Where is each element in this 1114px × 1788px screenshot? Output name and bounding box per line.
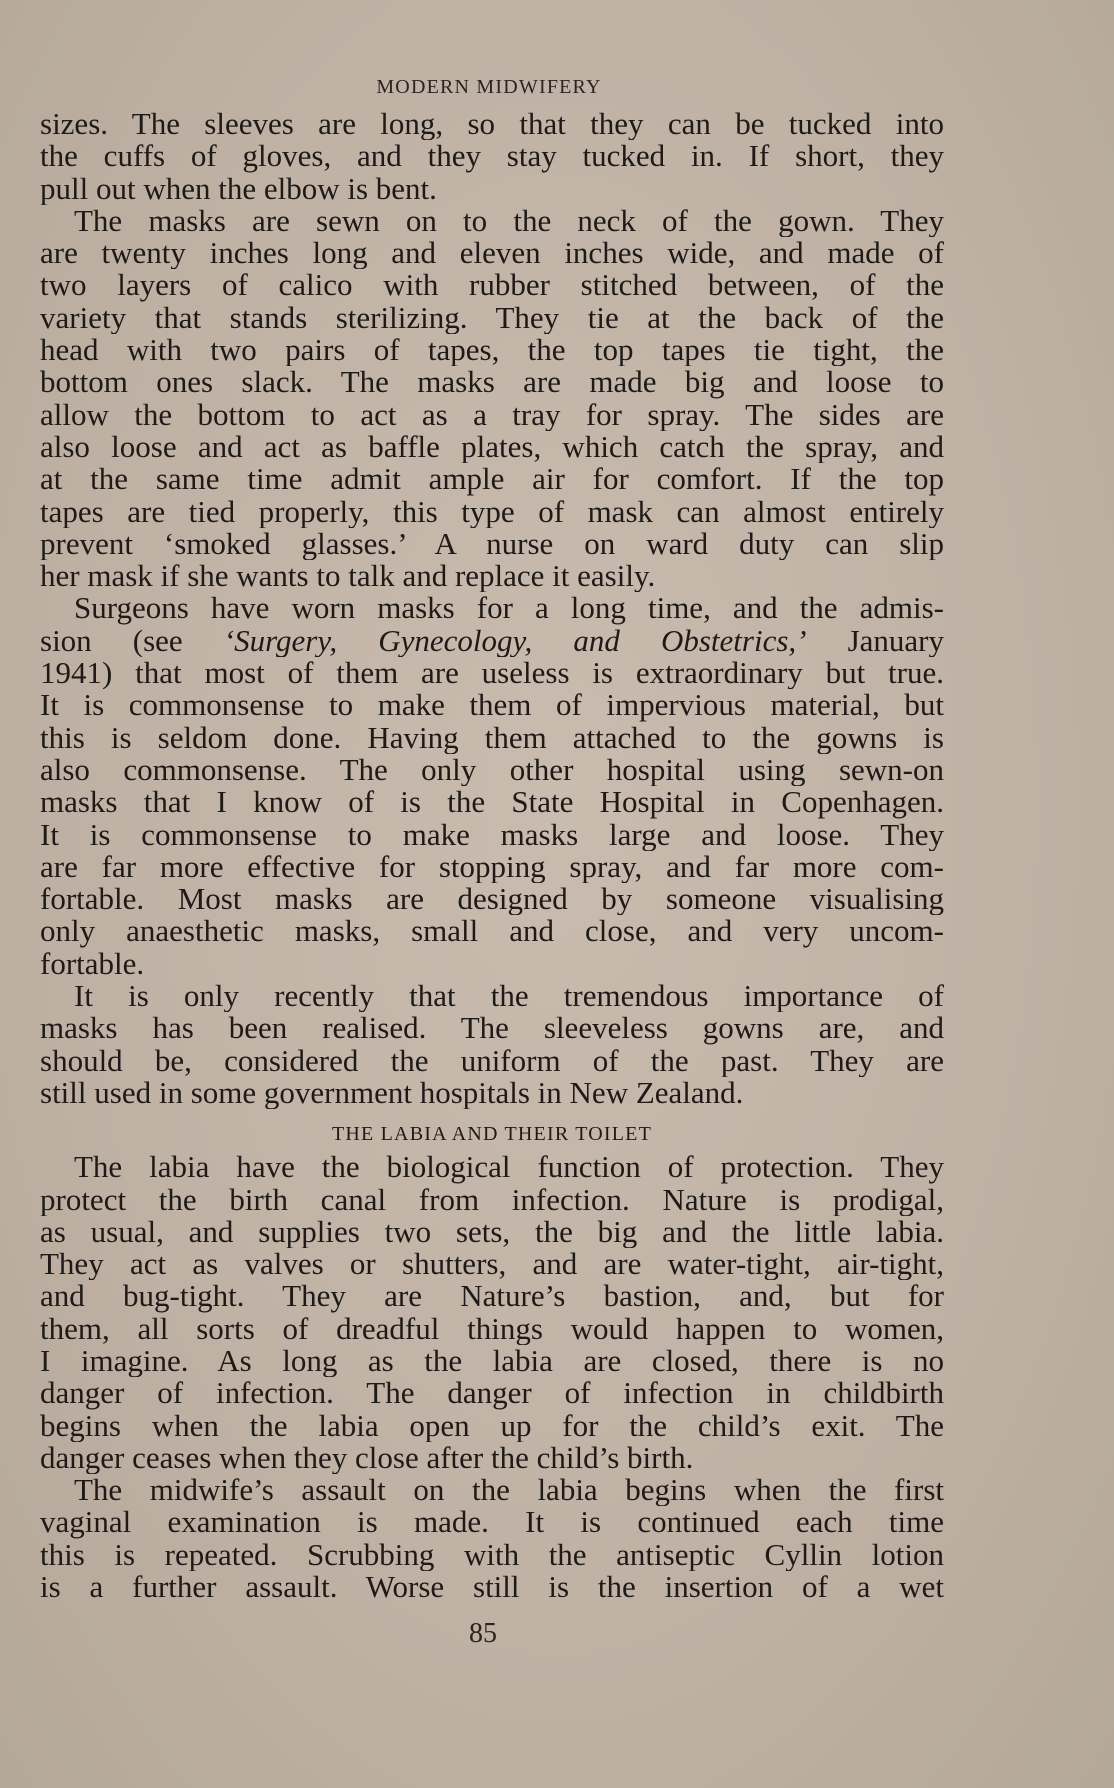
text-fragment: January: [806, 624, 944, 658]
text-line: The midwife’s assault on the labia begins when the first: [74, 1474, 944, 1507]
text-line: also loose and act as baffle plates, which catch the spray, and: [40, 430, 944, 464]
text-line: are twenty inches long and eleven inches wide, and made of: [40, 237, 944, 270]
text-line: prevent ‘smoked glasses.’ A nurse on ward duty can slip: [40, 527, 944, 561]
text-line: Surgeons have worn masks for a long time, and the admis-: [74, 592, 944, 625]
text-line: fortable.: [40, 947, 145, 981]
text-line: protect the birth canal from infection. Nature is prodigal,: [40, 1183, 944, 1216]
text-line: It is commonsense to make masks large and loose. They: [40, 818, 944, 851]
text-line: It is commonsense to make them of impervious material, but: [40, 689, 944, 722]
text-line: two layers of calico with rubber stitched between, of the: [40, 269, 944, 302]
text-line: The labia have the biological function of protection. They: [74, 1151, 944, 1184]
text-line: fortable. Most masks are designed by someone visualising: [40, 883, 944, 916]
page-number: 85: [469, 1618, 497, 1649]
text-line: danger ceases when they close after the child’s birth.: [40, 1441, 694, 1475]
text-line: and bug-tight. They are Nature’s bastion, and, but for: [40, 1280, 944, 1313]
text-line: at the same time admit ample air for comfort. If the top: [40, 463, 944, 496]
body-text: [40, 108, 944, 1603]
text-line: also commonsense. The only other hospital using sewn-on: [40, 753, 944, 787]
text-line: They act as valves or shutters, and are water-tight, air-tight,: [40, 1248, 944, 1281]
text-line: this is seldom done. Having them attached to the gowns is: [40, 721, 944, 754]
text-line: variety that stands sterilizing. They tie at the back of the: [40, 301, 944, 335]
text-line: allow the bottom to act as a tray for spray. The sides are: [40, 398, 944, 431]
text-line: masks that I know of is the State Hospital in Copenhagen.: [40, 786, 944, 819]
text-line: 1941) that most of them are useless is extraordinary but true.: [40, 657, 944, 690]
text-line: pull out when the elbow is bent.: [40, 172, 437, 205]
text-line: danger of infection. The danger of infection in childbirth: [40, 1377, 944, 1410]
text-line: begins when the labia open up for the child’s exit. The: [40, 1409, 944, 1442]
text-line: tapes are tied properly, this type of mask can almost entirely: [40, 495, 944, 528]
text-fragment: sion (see: [40, 624, 224, 658]
text-line: is a further assault. Worse still is the insertion of a wet: [40, 1571, 944, 1604]
text-line: should be, considered the uniform of the past. They are: [40, 1044, 944, 1077]
text-line: head with two pairs of tapes, the top tapes tie tight, the: [40, 334, 944, 367]
text-line: sizes. The sleeves are long, so that they can be tucked into: [40, 108, 944, 141]
running-head: MODERN MIDWIFERY: [376, 76, 602, 98]
text-line: I imagine. As long as the labia are closed, there is no: [40, 1344, 944, 1378]
text-line: It is only recently that the tremendous importance of: [74, 980, 944, 1013]
text-line: bottom ones slack. The masks are made big and loose to: [40, 366, 944, 399]
text-line: her mask if she wants to talk and replace it easily.: [40, 560, 656, 593]
journal-citation: ‘Surgery, Gynecology, and Obstetrics,’: [223, 624, 807, 658]
text-line: masks has been realised. The sleeveless gowns are, and: [40, 1012, 944, 1045]
text-line: are far more effective for stopping spray, and far more com-: [40, 850, 944, 884]
section-heading: THE LABIA AND THEIR TOILET: [331, 1123, 653, 1146]
text-line: this is repeated. Scrubbing with the antiseptic Cyllin lotion: [40, 1538, 944, 1572]
text-line: still used in some government hospitals in New Zealand.: [40, 1076, 744, 1110]
text-line: them, all sorts of dreadful things would happen to women,: [40, 1312, 944, 1345]
text-line: only anaesthetic masks, small and close, and very uncom-: [40, 915, 944, 948]
text-line: the cuffs of gloves, and they stay tucked in. If short, they: [40, 140, 944, 173]
text-line-with-citation: [40, 625, 944, 657]
text-line: vaginal examination is made. It is continued each time: [40, 1506, 944, 1539]
text-line: as usual, and supplies two sets, the big and the little labia.: [40, 1215, 944, 1249]
text-line: The masks are sewn on to the neck of the gown. They: [74, 204, 944, 238]
